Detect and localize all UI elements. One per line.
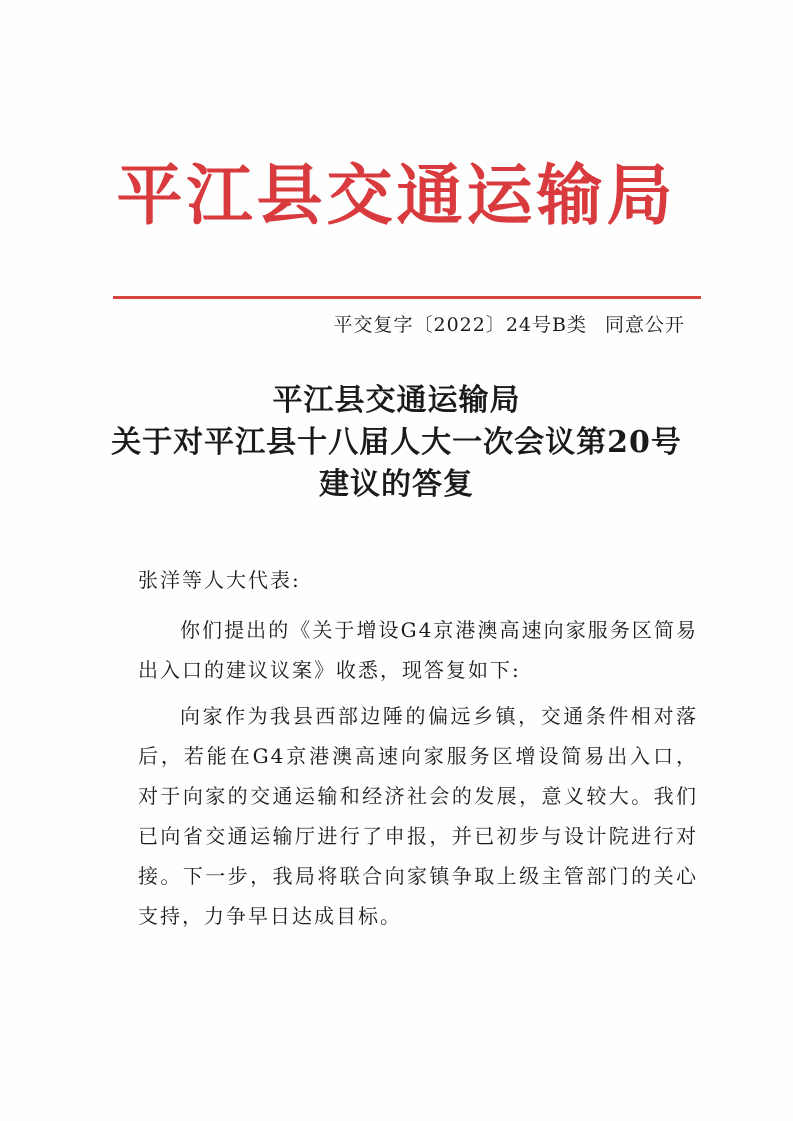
title-line-1: 平江县交通运输局: [272, 383, 521, 418]
document-number: 平交复字〔2022〕24号B类: [333, 314, 587, 336]
body-paragraph-1: 你们提出的《关于增设G4京港澳高速向家服务区简易出入口的建议议案》收悉，现答复如下:: [138, 618, 698, 682]
title-line-2: 关于对平江县十八届人大一次会议第20号: [111, 425, 682, 460]
title-line-3: 建议的答复: [319, 467, 474, 502]
body-paragraph-2: 向家作为我县西部边陲的偏远乡镇，交通条件相对落后，若能在G4京港澳高速向家服务区增设简易出入口，对于向家的交通运输和经济社会的发展，意义较大。我们已向省交通运输厅进行了申报，并已初步与设计院进行对接。下一步，我局将联合向家镇争取上级主管部门的关心支持，力争早日达成目标。: [138, 704, 698, 928]
document-body: [138, 560, 698, 936]
red-divider-rule: [113, 296, 701, 299]
disclosure-status: 同意公开: [604, 314, 685, 336]
document-number-line: [333, 311, 685, 339]
salutation: 张洋等人大代表:: [138, 568, 301, 592]
document-title: [0, 380, 793, 506]
masthead-title: 平江县交通运输局: [116, 156, 677, 234]
